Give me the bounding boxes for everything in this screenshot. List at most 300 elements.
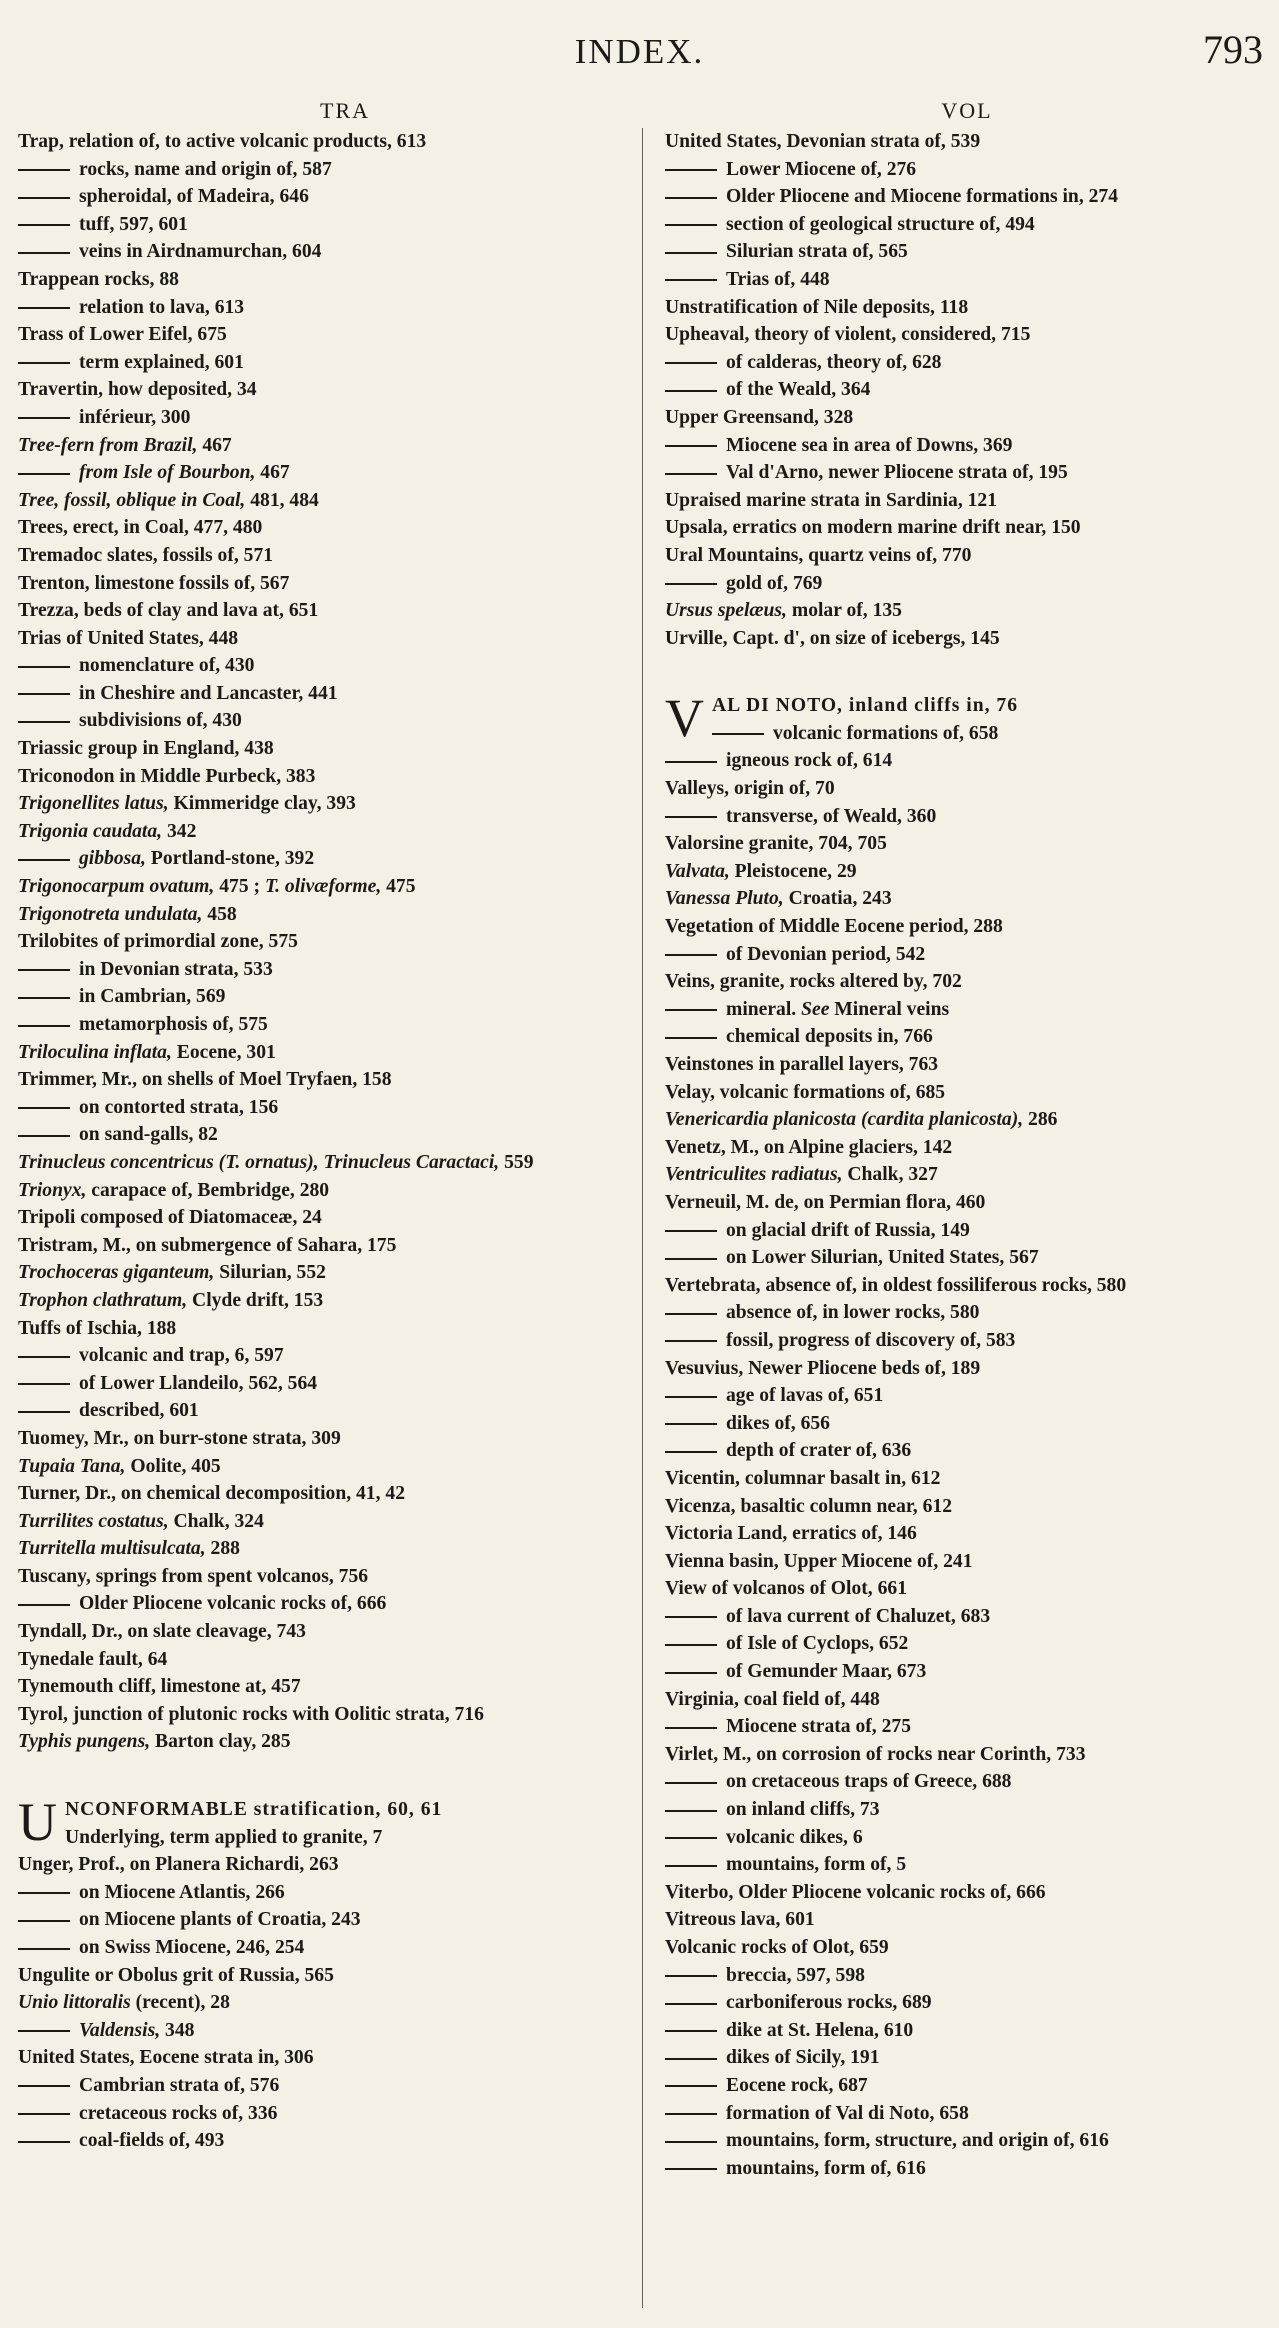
index-entry xyxy=(18,1177,632,1205)
entry-text: Miocene sea in area of Downs, 369 xyxy=(726,434,1013,456)
entry-text: on Swiss Miocene, 246, 254 xyxy=(79,1937,305,1958)
entry-text: dikes of, 656 xyxy=(726,1412,830,1434)
entry-text: Lower Miocene of, 276 xyxy=(726,158,917,180)
index-entry xyxy=(665,775,1269,803)
entry-text: Older Pliocene volcanic rocks of, 666 xyxy=(79,1593,387,1615)
section-u-opening xyxy=(18,1792,632,1853)
entry-text: fossil, progress of discovery of, 583 xyxy=(726,1329,1016,1351)
index-entry xyxy=(665,1548,1269,1576)
index-entry xyxy=(18,432,632,460)
index-entry xyxy=(18,294,632,322)
index-entry xyxy=(665,2127,1269,2155)
entry-text: of the Weald, 364 xyxy=(726,379,871,401)
entry-text: 559 xyxy=(499,1151,534,1173)
index-entry xyxy=(18,597,632,625)
entry-text: cretaceous rocks of, 336 xyxy=(79,2102,278,2124)
index-entry xyxy=(665,1575,1269,1603)
index-entry xyxy=(18,183,632,211)
ditto-dash xyxy=(18,2085,70,2087)
ditto-dash xyxy=(665,2003,717,2005)
ditto-dash xyxy=(665,473,717,475)
ditto-dash xyxy=(665,761,717,763)
entry-text: 475 ; xyxy=(214,876,265,898)
entry-text: chemical deposits in, 766 xyxy=(726,1026,933,1048)
index-entry xyxy=(665,1879,1269,1907)
entry-text: Cambrian strata of, 576 xyxy=(79,2074,280,2096)
index-entry xyxy=(18,625,632,653)
entry-text-italic: Trigonellites latus, xyxy=(18,793,169,815)
entry-text: on contorted strata, 156 xyxy=(79,1096,279,1118)
index-entry xyxy=(18,349,632,377)
entry-text: Trass of Lower Eifel, 675 xyxy=(18,324,227,346)
entry-text: Unstratification of Nile deposits, 118 xyxy=(665,296,969,318)
entry-text: Eocene, 301 xyxy=(171,1041,276,1063)
entry-text: volcanic and trap, 6, 597 xyxy=(79,1345,284,1367)
column-divider xyxy=(642,128,643,2308)
index-entry xyxy=(18,266,632,294)
entry-text-italic: Tree-fern from Brazil, xyxy=(18,434,198,456)
entry-text: coal-fields of, 493 xyxy=(79,2130,225,2152)
index-entry xyxy=(18,1066,632,1094)
ditto-dash xyxy=(665,362,717,364)
entry-text: spheroidal, of Madeira, 646 xyxy=(79,186,309,208)
ditto-dash xyxy=(18,224,70,226)
entry-text: 348 xyxy=(160,2019,195,2041)
ditto-dash xyxy=(18,1383,70,1385)
page-title: INDEX. xyxy=(574,32,705,71)
index-entry xyxy=(665,1906,1269,1934)
ditto-dash xyxy=(18,1107,70,1109)
index-entry xyxy=(665,996,1269,1024)
ditto-dash xyxy=(18,1025,70,1027)
ditto-dash xyxy=(665,1810,717,1812)
ditto-dash xyxy=(665,2141,717,2143)
ditto-dash xyxy=(18,307,70,309)
index-entry xyxy=(18,1618,632,1646)
entry-text: mountains, form of, 5 xyxy=(726,1854,907,1876)
entry-text: 342 xyxy=(162,820,197,842)
index-entry xyxy=(18,2017,632,2045)
entry-text: Trias of, 448 xyxy=(726,268,830,290)
ditto-dash xyxy=(665,1616,717,1618)
entry-text: Volcanic rocks of Olot, 659 xyxy=(665,1937,889,1958)
index-entry xyxy=(665,238,1269,266)
entry-text: Vertebrata, absence of, in oldest fossiliferous rocks, 580 xyxy=(665,1274,1127,1296)
entry-text: (recent), 28 xyxy=(130,1992,230,2014)
index-entry xyxy=(18,1646,632,1674)
ditto-dash xyxy=(665,197,717,199)
ditto-dash xyxy=(665,1782,717,1784)
index-entry xyxy=(18,1425,632,1453)
index-entry xyxy=(665,1410,1269,1438)
entry-text-italic: Trinucleus concentricus (T. ornatus), Trinucleus Caractaci, xyxy=(18,1151,500,1173)
ditto-dash xyxy=(665,445,717,447)
index-list-u xyxy=(18,1851,632,2155)
entry-text: gold of, 769 xyxy=(726,572,823,594)
index-entry xyxy=(18,1121,632,1149)
index-entry xyxy=(665,487,1269,515)
ditto-dash xyxy=(665,816,717,818)
entry-text-italic: Turrilites costatus, xyxy=(18,1510,169,1532)
index-entry xyxy=(18,1011,632,1039)
index-entry xyxy=(18,1934,632,1962)
ditto-dash xyxy=(18,2141,70,2143)
index-entry xyxy=(18,128,632,156)
index-entry xyxy=(18,790,632,818)
entry-text: in Cheshire and Lancaster, 441 xyxy=(79,682,338,704)
ditto-dash xyxy=(665,1340,717,1342)
index-entry xyxy=(18,1962,632,1990)
index-entry xyxy=(665,941,1269,969)
index-entry xyxy=(665,2100,1269,2128)
index-entry xyxy=(665,1658,1269,1686)
ditto-dash xyxy=(665,2058,717,2060)
ditto-dash xyxy=(18,666,70,668)
page-number: 793 xyxy=(1203,27,1263,72)
ditto-dash xyxy=(665,1644,717,1646)
entry-text: dikes of Sicily, 191 xyxy=(726,2047,880,2069)
ditto-dash xyxy=(18,1411,70,1413)
entry-text: volcanic formations of, 658 xyxy=(773,722,999,744)
index-entry xyxy=(18,1480,632,1508)
entry-text: carboniferous rocks, 689 xyxy=(726,1992,932,2014)
ditto-dash xyxy=(18,473,70,475)
entry-text: 286 xyxy=(1023,1109,1058,1131)
index-entry xyxy=(18,1232,632,1260)
entry-text: on Lower Silurian, United States, 567 xyxy=(726,1247,1039,1269)
index-entry xyxy=(665,1465,1269,1493)
entry-text: relation to lava, 613 xyxy=(79,296,245,318)
index-entry xyxy=(665,1493,1269,1521)
ditto-dash xyxy=(665,2030,717,2032)
entry-text-italic: Trophon clathratum, xyxy=(18,1289,188,1311)
ditto-dash xyxy=(665,1258,717,1260)
index-entry xyxy=(18,211,632,239)
entry-text: nomenclature of, 430 xyxy=(79,655,255,677)
entry-text-italic: Trionyx, xyxy=(18,1179,87,1201)
entry-text: View of volcanos of Olot, 661 xyxy=(665,1578,907,1600)
index-entry xyxy=(665,1051,1269,1079)
ditto-dash xyxy=(665,279,717,281)
entry-text: Tynemouth cliff, limestone at, 457 xyxy=(18,1676,301,1698)
ditto-dash xyxy=(665,1009,717,1011)
entry-text-italic: See xyxy=(801,998,830,1020)
ditto-dash xyxy=(665,583,717,585)
index-entry xyxy=(18,404,632,432)
ditto-dash xyxy=(18,2030,70,2032)
ditto-dash xyxy=(18,997,70,999)
index-entry xyxy=(18,1879,632,1907)
entry-text: Portland-stone, 392 xyxy=(145,848,315,870)
index-entry: Underlying, term applied to granite, 7 xyxy=(65,1826,383,1848)
entry-text: Vienna basin, Upper Miocene of, 241 xyxy=(665,1550,973,1572)
index-entry xyxy=(18,735,632,763)
entry-text: mineral. xyxy=(726,998,802,1020)
entry-text: formation of Val di Noto, 658 xyxy=(726,2102,969,2124)
index-entry xyxy=(18,707,632,735)
ditto-dash xyxy=(712,733,764,735)
entry-text: Valleys, origin of, 70 xyxy=(665,778,835,800)
entry-text: on inland cliffs, 73 xyxy=(726,1799,880,1821)
index-list-v xyxy=(665,747,1269,2182)
entry-text: 481, 484 xyxy=(245,489,319,511)
entry-text: Trenton, limestone fossils of, 567 xyxy=(18,572,290,594)
entry-text: Mineral veins xyxy=(829,998,950,1020)
index-entry xyxy=(665,1437,1269,1465)
index-entry xyxy=(18,1397,632,1425)
entry-text-italic: Trigonocarpum ovatum, xyxy=(18,876,215,898)
entry-text: described, 601 xyxy=(79,1400,199,1422)
entry-text: breccia, 597, 598 xyxy=(726,1964,865,1986)
entry-text: Trimmer, Mr., on shells of Moel Tryfaen, 158 xyxy=(18,1069,392,1091)
index-entry xyxy=(18,514,632,542)
ditto-dash xyxy=(665,1396,717,1398)
entry-text: of Devonian period, 542 xyxy=(726,943,926,965)
index-entry xyxy=(18,1453,632,1481)
entry-text: Pleistocene, 29 xyxy=(729,860,857,882)
ditto-dash xyxy=(665,1975,717,1977)
index-entry xyxy=(18,1851,632,1879)
entry-text: Triassic group in England, 438 xyxy=(18,738,274,760)
entry-text: Tripoli composed of Diatomaceæ, 24 xyxy=(18,1207,322,1229)
index-entry xyxy=(18,321,632,349)
index-entry xyxy=(18,1535,632,1563)
entry-text: section of geological structure of, 494 xyxy=(726,213,1035,235)
ditto-dash xyxy=(665,252,717,254)
entry-text-italic: Tree, fossil, oblique in Coal, xyxy=(18,489,246,511)
entry-text: Val d'Arno, newer Pliocene strata of, 195 xyxy=(726,462,1068,484)
index-entry xyxy=(665,1630,1269,1658)
index-entry xyxy=(665,1134,1269,1162)
index-entry xyxy=(665,885,1269,913)
entry-text: Chalk, 327 xyxy=(842,1164,938,1186)
ditto-dash xyxy=(18,1920,70,1922)
index-entry xyxy=(18,1906,632,1934)
index-entry xyxy=(18,845,632,873)
entry-text: subdivisions of, 430 xyxy=(79,710,242,732)
index-entry xyxy=(18,542,632,570)
index-entry xyxy=(18,238,632,266)
index-entry xyxy=(665,720,1269,748)
entry-text: Upheaval, theory of violent, considered, 715 xyxy=(665,324,1031,346)
index-entry xyxy=(665,803,1269,831)
index-entry xyxy=(665,1851,1269,1879)
entry-text: Virginia, coal field of, 448 xyxy=(665,1688,880,1710)
ditto-dash xyxy=(665,1837,717,1839)
entry-text: United States, Devonian strata of, 539 xyxy=(665,131,981,152)
index-entry xyxy=(665,1796,1269,1824)
drop-cap-v: V xyxy=(665,688,704,749)
index-entry xyxy=(665,1768,1269,1796)
entry-text: Croatia, 243 xyxy=(783,888,892,910)
index-entry xyxy=(18,901,632,929)
ditto-dash xyxy=(18,1135,70,1137)
entry-text: volcanic dikes, 6 xyxy=(726,1826,863,1848)
index-entry xyxy=(18,1508,632,1536)
entry-text: on cretaceous traps of Greece, 688 xyxy=(726,1771,1012,1793)
index-entry xyxy=(665,1189,1269,1217)
ditto-dash xyxy=(18,1892,70,1894)
entry-text: of calderas, theory of, 628 xyxy=(726,351,942,373)
entry-text-italic: Venericardia planicosta (cardita planicosta), xyxy=(665,1109,1024,1131)
entry-text: Miocene strata of, 275 xyxy=(726,1716,911,1738)
index-entry xyxy=(665,1713,1269,1741)
entry-text: veins in Airdnamurchan, 604 xyxy=(79,241,322,263)
index-entry xyxy=(665,404,1269,432)
entry-text: Tremadoc slates, fossils of, 571 xyxy=(18,544,274,566)
ditto-dash xyxy=(18,1356,70,1358)
index-entry xyxy=(18,680,632,708)
entry-text: Vesuvius, Newer Pliocene beds of, 189 xyxy=(665,1357,981,1379)
entry-text: igneous rock of, 614 xyxy=(726,750,893,772)
ditto-dash xyxy=(18,2113,70,2115)
entry-text: Tuffs of Ischia, 188 xyxy=(18,1317,177,1339)
index-entry xyxy=(18,873,632,901)
index-entry xyxy=(18,1728,632,1756)
index-entry xyxy=(665,625,1269,653)
ditto-dash xyxy=(18,362,70,364)
entry-text: Travertin, how deposited, 34 xyxy=(18,379,257,401)
entry-text: Clyde drift, 153 xyxy=(187,1289,324,1311)
ditto-dash xyxy=(18,1948,70,1950)
entry-text-italic: Ventriculites radiatus, xyxy=(665,1164,843,1186)
index-entry xyxy=(665,2017,1269,2045)
ditto-dash xyxy=(665,1037,717,1039)
entry-text-italic: T. olivæforme, xyxy=(264,876,382,898)
entry-text: Vicenza, basaltic column near, 612 xyxy=(665,1495,952,1517)
entry-text: term explained, 601 xyxy=(79,351,244,373)
ditto-dash xyxy=(18,693,70,695)
index-entry xyxy=(665,1603,1269,1631)
index-entry xyxy=(665,183,1269,211)
index-entry xyxy=(665,1382,1269,1410)
entry-text: 458 xyxy=(202,903,237,925)
ditto-dash xyxy=(665,169,717,171)
index-entry xyxy=(665,1299,1269,1327)
index-entry xyxy=(665,1520,1269,1548)
index-list-t xyxy=(18,128,632,1756)
entry-text: Upsala, erratics on modern marine drift near, 150 xyxy=(665,517,1081,539)
ditto-dash xyxy=(665,1672,717,1674)
entry-text: 288 xyxy=(205,1538,240,1560)
entry-text: Oolite, 405 xyxy=(125,1455,221,1477)
entry-text: age of lavas of, 651 xyxy=(726,1385,884,1407)
entry-text: Eocene rock, 687 xyxy=(726,2074,868,2096)
index-entry xyxy=(665,1686,1269,1714)
ditto-dash xyxy=(18,1604,70,1606)
entry-text: Virlet, M., on corrosion of rocks near Corinth, 733 xyxy=(665,1743,1086,1765)
entry-text: United States, Eocene strata in, 306 xyxy=(18,2047,314,2069)
index-entry xyxy=(665,321,1269,349)
ditto-dash xyxy=(665,954,717,956)
ditto-dash xyxy=(665,1451,717,1453)
entry-text: on sand-galls, 82 xyxy=(79,1124,218,1146)
index-entry xyxy=(18,459,632,487)
ditto-dash xyxy=(665,390,717,392)
entry-text: Trias of United States, 448 xyxy=(18,627,239,649)
index-entry xyxy=(665,968,1269,996)
ditto-dash xyxy=(18,417,70,419)
entry-text-italic: Tupaia Tana, xyxy=(18,1455,126,1477)
entry-text: Older Pliocene and Miocene formations in, 274 xyxy=(726,186,1119,208)
entry-text: on Miocene Atlantis, 266 xyxy=(79,1881,285,1903)
entry-text-italic: Trigonotreta undulata, xyxy=(18,903,203,925)
index-entry xyxy=(665,542,1269,570)
index-entry xyxy=(665,376,1269,404)
ditto-dash xyxy=(665,2085,717,2087)
index-entry xyxy=(665,1217,1269,1245)
index-entry xyxy=(665,349,1269,377)
entry-text-italic: Unio littoralis xyxy=(18,1992,131,2014)
entry-text: 467 xyxy=(197,434,232,456)
index-entry xyxy=(18,1039,632,1067)
entry-text: mountains, form of, 616 xyxy=(726,2157,926,2179)
index-entry xyxy=(665,514,1269,542)
index-entry xyxy=(18,763,632,791)
index-entry: NCONFORMABLE stratification, 60, 61 xyxy=(65,1799,443,1821)
index-entry xyxy=(18,570,632,598)
entry-text: Tuomey, Mr., on burr-stone strata, 309 xyxy=(18,1427,341,1449)
entry-text: in Devonian strata, 533 xyxy=(79,958,273,980)
index-entry xyxy=(18,487,632,515)
index-entry xyxy=(665,294,1269,322)
index-entry xyxy=(665,830,1269,858)
entry-text: transverse, of Weald, 360 xyxy=(726,805,937,827)
section-gap xyxy=(665,652,1269,692)
page-header xyxy=(0,22,1279,82)
entry-text: Vicentin, columnar basalt in, 612 xyxy=(665,1467,941,1489)
entry-text: Tuscany, springs from spent volcanos, 756 xyxy=(18,1565,369,1587)
index-entry xyxy=(18,1673,632,1701)
index-entry xyxy=(18,376,632,404)
entry-text: Trap, relation of, to active volcanic products, 613 xyxy=(18,131,427,152)
ditto-dash xyxy=(18,169,70,171)
index-entry xyxy=(18,1590,632,1618)
index-entry xyxy=(665,432,1269,460)
ditto-dash xyxy=(18,859,70,861)
index-list-u-continued xyxy=(665,128,1269,652)
index-entry xyxy=(18,1370,632,1398)
ditto-dash xyxy=(665,1423,717,1425)
index-entry xyxy=(665,1327,1269,1355)
entry-text: Ural Mountains, quartz veins of, 770 xyxy=(665,544,972,566)
entry-text: Verneuil, M. de, on Permian flora, 460 xyxy=(665,1191,986,1213)
index-entry xyxy=(665,266,1269,294)
entry-text: Urville, Capt. d', on size of icebergs, 145 xyxy=(665,627,1000,649)
entry-text: in Cambrian, 569 xyxy=(79,986,226,1008)
index-entry xyxy=(665,2044,1269,2072)
ditto-dash xyxy=(665,224,717,226)
entry-text-italic: Triloculina inflata, xyxy=(18,1041,172,1063)
entry-text-italic: Trochoceras giganteum, xyxy=(18,1262,215,1284)
entry-text: Turner, Dr., on chemical decomposition, 41, 42 xyxy=(18,1483,405,1505)
entry-text-italic: Turritella multisulcata, xyxy=(18,1538,206,1560)
index-entry xyxy=(665,1989,1269,2017)
entry-text: Vegetation of Middle Eocene period, 288 xyxy=(665,916,1003,938)
entry-text: Trezza, beds of clay and lava at, 651 xyxy=(18,600,319,622)
entry-text: Victoria Land, erratics of, 146 xyxy=(665,1523,917,1545)
running-head-right: VOL xyxy=(941,98,993,123)
ditto-dash xyxy=(18,252,70,254)
entry-text: Tyrol, junction of plutonic rocks with Oolitic strata, 716 xyxy=(18,1703,484,1725)
index-entry xyxy=(665,2072,1269,2100)
ditto-dash xyxy=(18,969,70,971)
entry-text: inférieur, 300 xyxy=(79,406,191,428)
entry-text: Triconodon in Middle Purbeck, 383 xyxy=(18,765,316,787)
index-entry xyxy=(665,211,1269,239)
index-entry xyxy=(18,956,632,984)
entry-text: Silurian, 552 xyxy=(214,1262,326,1284)
